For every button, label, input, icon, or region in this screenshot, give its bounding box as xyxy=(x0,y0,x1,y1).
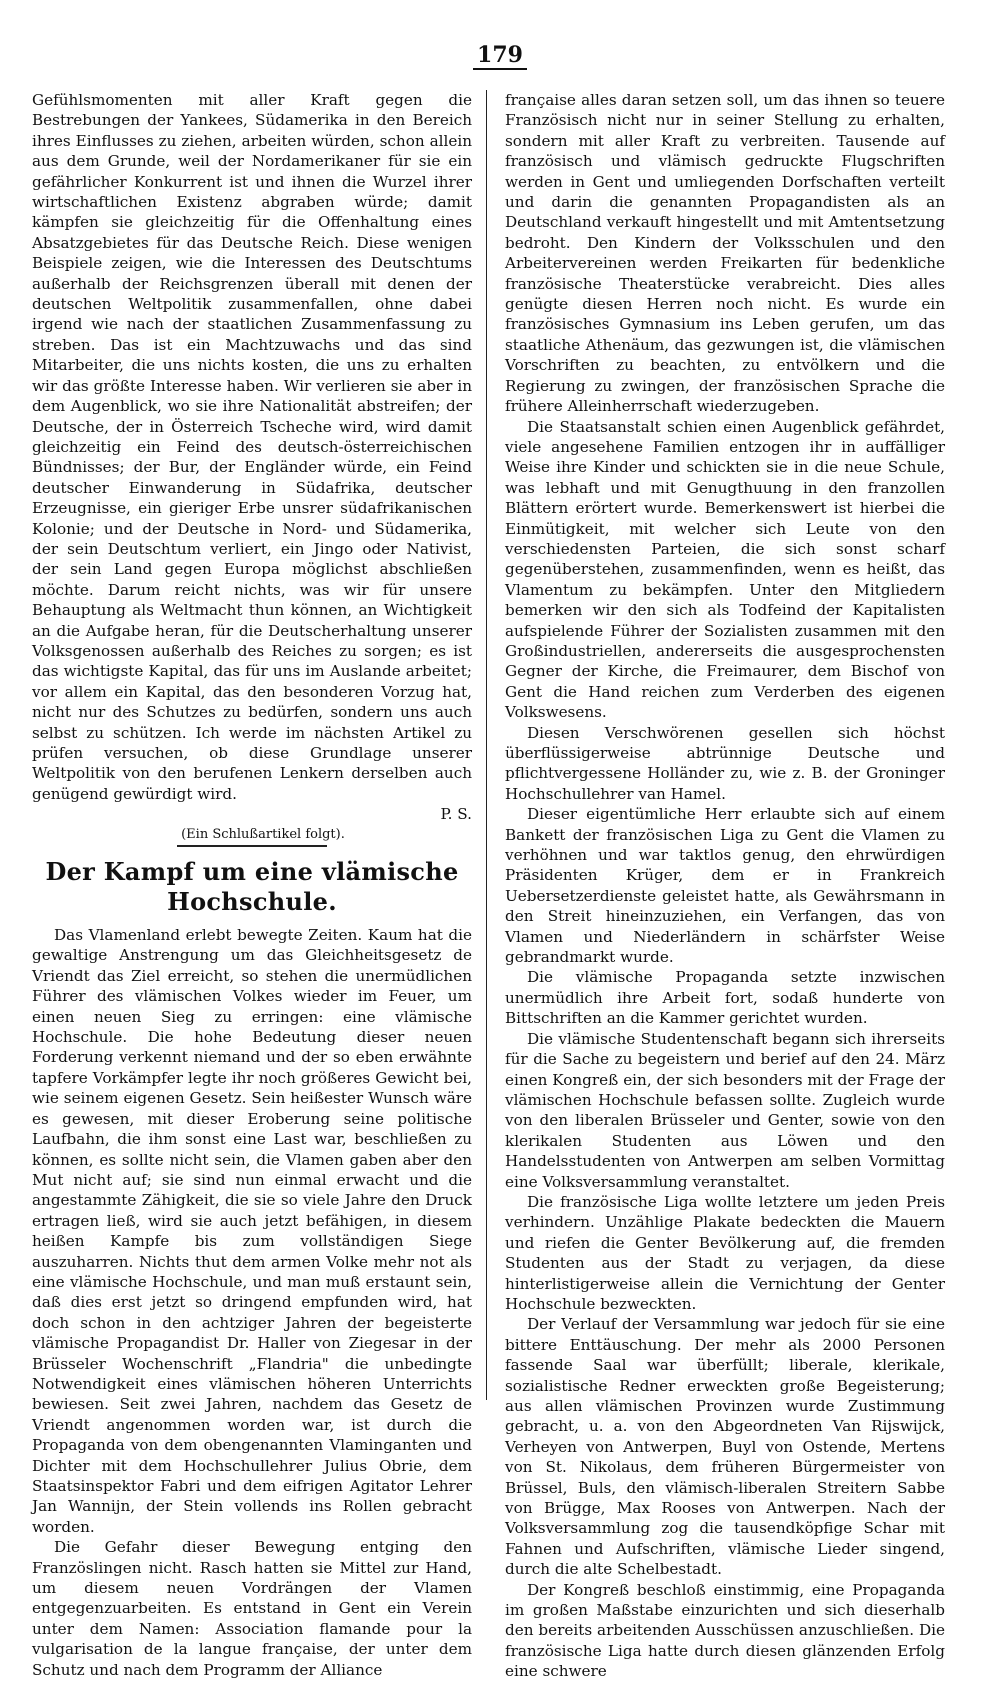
page-number-text: 179 xyxy=(473,42,527,70)
article-paragraph: Die Staatsanstalt schien einen Augenblick gefährdet, viele angesehene Familien entzogen ihr in auffälliger Weise ihre Kinder und schickten sie in die neue Schule, was lebhaft und mit Genugthuung in den franzollen Blättern erörtert wurde. Bemerkenswert ist hierbei die Einmütigkeit, mit welcher sich Leute von den verschiedensten Parteien, die sich sonst scharf gegenüberstehen, zusammenfinden, wenn es heißt, das Vlamentum zu bekämpfen. Unter den Mitgliedern bemerken wir den sich als Todfeind der Kapitalisten aufspielende Führer der Sozialisten zusammen mit den Großindustriellen, andererseits die ausgesprochensten Gegner der Kirche, die Freimaurer, dem Bischof von Gent die Hand reichen zum Verderben des eigenen Volkswesens. xyxy=(505,417,945,722)
article-paragraph: Der Verlauf der Versammlung war jedoch für sie eine bittere Enttäuschung. Der mehr als 2000 Personen fassende Saal war überfüllt; liberale, klerikale, sozialistische Redner erweckten große Begeisterung; aus allen vlämischen Provinzen wurde Zustimmung gebracht, u. a. von den Abgeordneten Van Rijswijck, Verheyen von Antwerpen, Buyl von Ostende, Mertens von St. Nikolaus, dem früheren Bürgermeister von Brüssel, Buls, den vlämisch-liberalen Streitern Sabbe von Brügge, Max Rooses von Antwerpen. Nach der Volksversammlung zog die tausendköpfige Schar mit Fahnen und Aufschriften, vlämische Lieder singend, durch die alte Schelbestadt. xyxy=(505,1315,945,1579)
article-paragraph: Die vlämische Propaganda setzte inzwischen unermüdlich ihre Arbeit fort, sodaß hunderte von Bittschriften an die Kammer gerichtet wurden. xyxy=(505,968,945,1028)
article-paragraph: Die französische Liga wollte letztere um jeden Preis verhindern. Unzählige Plakate bedeckten die Mauern und riefen die Genter Bevölkerung auf, die fremden Studenten aus der Stadt zu verjagen, da diese hinterlistigerweise allein die Vernichtung der Genter Hochschule bezweckten. xyxy=(505,1192,945,1313)
article-paragraph: Das Vlamenland erlebt bewegte Zeiten. Kaum hat die gewaltige Anstrengung um das Gleichheitsgesetz de Vriendt das Ziel erreicht, so stehen die unermüdlichen Führer des vlämischen Volkes wieder im Feuer, um einen neuen Sieg zu erringen: eine vlämische Hochschule. Die hohe Bedeutung dieser neuen Forderung verkennt niemand und der so eben erwähnte tapfere Vorkämpfer legte ihr noch größeres Gewicht bei, wie seinem eigenen Gesetz. Sein heißester Wunsch wäre es gewesen, mit dieser Eroberung seine politische Laufbahn, die ihm sonst eine Last war, beschließen zu können, es sollte nicht sein, die Vlamen gaben aber den Mut nicht auf; sie sind nun einmal erwacht und die angestammte Zähigkeit, die sie so viele Jahre den Druck ertragen ließ, wird sie auch jetzt befähigen, in diesem heißen Kampfe bis zum vollständigen Siege auszuharren. Nichts thut dem armen Volke mehr not als eine vlämische Hochschule, und man muß erstaunt sein, daß dies erst jetzt so dringend empfunden wird, hat doch schon in den achtziger Jahren der begeisterte vlämische Propagandist Dr. Haller von Ziegesar in der Brüsseler Wochenschrift „Flandria" die unbedingte Notwendigkeit eines vlämischen höheren Unterrichts bewiesen. Seit zwei Jahren, nachdem das Gesetz de Vriendt angenommen worden war, ist durch die Propaganda von dem obengenannten Vlaminganten und Dichter mit dem Hochschullehrer Julius Obrie, dem Staatsinspektor Fabri und dem eifrigen Agitator Lehrer Jan Wannijn, der Stein vollends ins Rollen gebracht worden. xyxy=(32,926,472,1536)
signature-row xyxy=(32,804,472,824)
intro-paragraph: Gefühlsmomenten mit aller Kraft gegen die Bestrebungen der Yankees, Südamerika in den Bereich ihres Einflusses zu ziehen, arbeiten würden, schon allein aus dem Grunde, weil der Nordamerikaner für sie ein gefährlicher Konkurrent ist und ihnen die Wurzel ihrer wirtschaftlichen Existenz abgraben würde; damit kämpfen sie gleichzeitig für die Offenhaltung eines Absatzgebietes für das Deutsche Reich. Diese wenigen Beispiele zeigen, wie die Interessen des Deutschtums außerhalb der Reichsgrenzen überall mit denen der deutschen Weltpolitik zusammenfallen, ohne dabei irgend wie nach der staatlichen Zusammenfassung zu streben. Das ist ein Machtzuwachs und das sind Mitarbeiter, die uns nichts kosten, die uns zu erhalten wir das größte Interesse haben. Wir verlieren sie aber in dem Augenblick, wo sie ihre Nationalität abstreifen; der Deutsche, der in Österreich Tscheche wird, wird damit gleichzeitig ein Feind des deutsch-österreichischen Bündnisses; der Bur, der Engländer würde, ein Feind deutscher Einwanderung in Südafrika, deutscher Erzeugnisse, ein gieriger Erbe unsrer südafrikanischen Kolonie; und der Deutsche in Nord- und Südamerika, der sein Deutschtum verliert, ein Jingo oder Nativist, der sein Land gegen Europa möglichst abschließen möchte. Darum reicht nichts, was wir für unsere Behauptung als Weltmacht thun können, an Wichtigkeit an die Aufgabe heran, für die Deutscherhaltung unserer Volksgenossen außerhalb des Reiches zu sorgen; es ist das wichtigste Kapital, das für uns im Auslande arbeitet; vor allem ein Kapital, das den besonderen Vorzug hat, nicht nur des Schutzes zu bedürfen, sondern uns auch selbst zu schützen. Ich werde im nächsten Artikel zu prüfen versuchen, ob diese Grundlage unserer Weltpolitik von den berufenen Lenkern derselben auch genügend gewürdigt wird. xyxy=(32,91,472,803)
column-divider xyxy=(486,90,487,1400)
page-number xyxy=(0,42,1000,68)
article-paragraph: Diesen Verschwörenen gesellen sich höchst überflüssigerweise abtrünnige Deutsche und pflichtvergessene Holländer zu, wie z. B. der Groninger Hochschullehrer van Hamel. xyxy=(505,723,945,803)
article-paragraph: Die vlämische Studentenschaft begann sich ihrerseits für die Sache zu begeistern und berief auf den 24. März einen Kongreß ein, der sich besonders mit der Frage der vlämischen Hochschule befassen sollte. Zugleich wurde von den liberalen Brüsseler und Genter, sowie von den klerikalen Studenten aus Löwen und den Handelsstudenten von Antwerpen am selben Vormittag eine Volksversammlung veranstaltet. xyxy=(505,1029,945,1191)
article-title: Der Kampf um eine vlämische Hochschule. xyxy=(45,857,459,917)
article-paragraph: Der Kongreß beschloß einstimmig, eine Propaganda im großen Maßstabe einzurichten und sich dieserhalb den bereits arbeitenden Ausschüssen anzuschließen. Die französische Liga hatte durch diesen glänzenden Erfolg eine schwere xyxy=(505,1580,945,1681)
article-paragraph: française alles daran setzen soll, um das ihnen so teuere Französisch nicht nur in seiner Stellung zu erhalten, sondern mit aller Kraft zu verbreiten. Tausende auf französisch und vlämisch gedruckte Flugschriften werden in Gent und umliegenden Dorfschaften verteilt und darin die genannten Propagandisten als an Deutschland verkauft hingestellt und mit Amtentsetzung bedroht. Den Kindern der Volksschulen und den Arbeitervereinen werden Freikarten für bedenkliche französische Theaterstücke verabreicht. Dies alles genügte diesen Herren noch nicht. Es wurde ein französisches Gymnasium ins Leben gerufen, um das staatliche Athenäum, das gezwungen ist, die vlämischen Vorschriften zu beachten, zu entvölkern und die Regierung zu zwingen, der französischen Sprache die frühere Alleinherrschaft wiederzugeben. xyxy=(505,91,945,416)
continuation-note: (Ein Schlußartikel folgt). xyxy=(181,826,345,842)
right-column xyxy=(505,90,945,1681)
article-paragraph: Dieser eigentümliche Herr erlaubte sich auf einem Bankett der französischen Liga zu Gent die Vlamen zu verhöhnen und war taktlos genug, den ehrwürdigen Präsidenten Krüger, dem er in Frankreich Uebersetzerdienste geleistet hatte, als Gewährsmann in den Streit hineinzuziehen, ein Verfangen, das von Vlamen und Niederländern in schärfster Weise gebrandmarkt wurde. xyxy=(505,805,945,967)
left-column xyxy=(32,90,472,1679)
article-paragraph: Die Gefahr dieser Bewegung entging den Französlingen nicht. Rasch hatten sie Mittel zur Hand, um diesem neuen Vordrängen der Vlamen entgegenzuarbeiten. Es entstand in Gent ein Verein unter dem Namen: Association flamande pour la vulgarisation de la langue française, der unter dem Schutz und nach dem Programm der Alliance xyxy=(32,1538,472,1679)
section-rule xyxy=(177,845,327,847)
author-signature: P. S. xyxy=(440,805,472,824)
